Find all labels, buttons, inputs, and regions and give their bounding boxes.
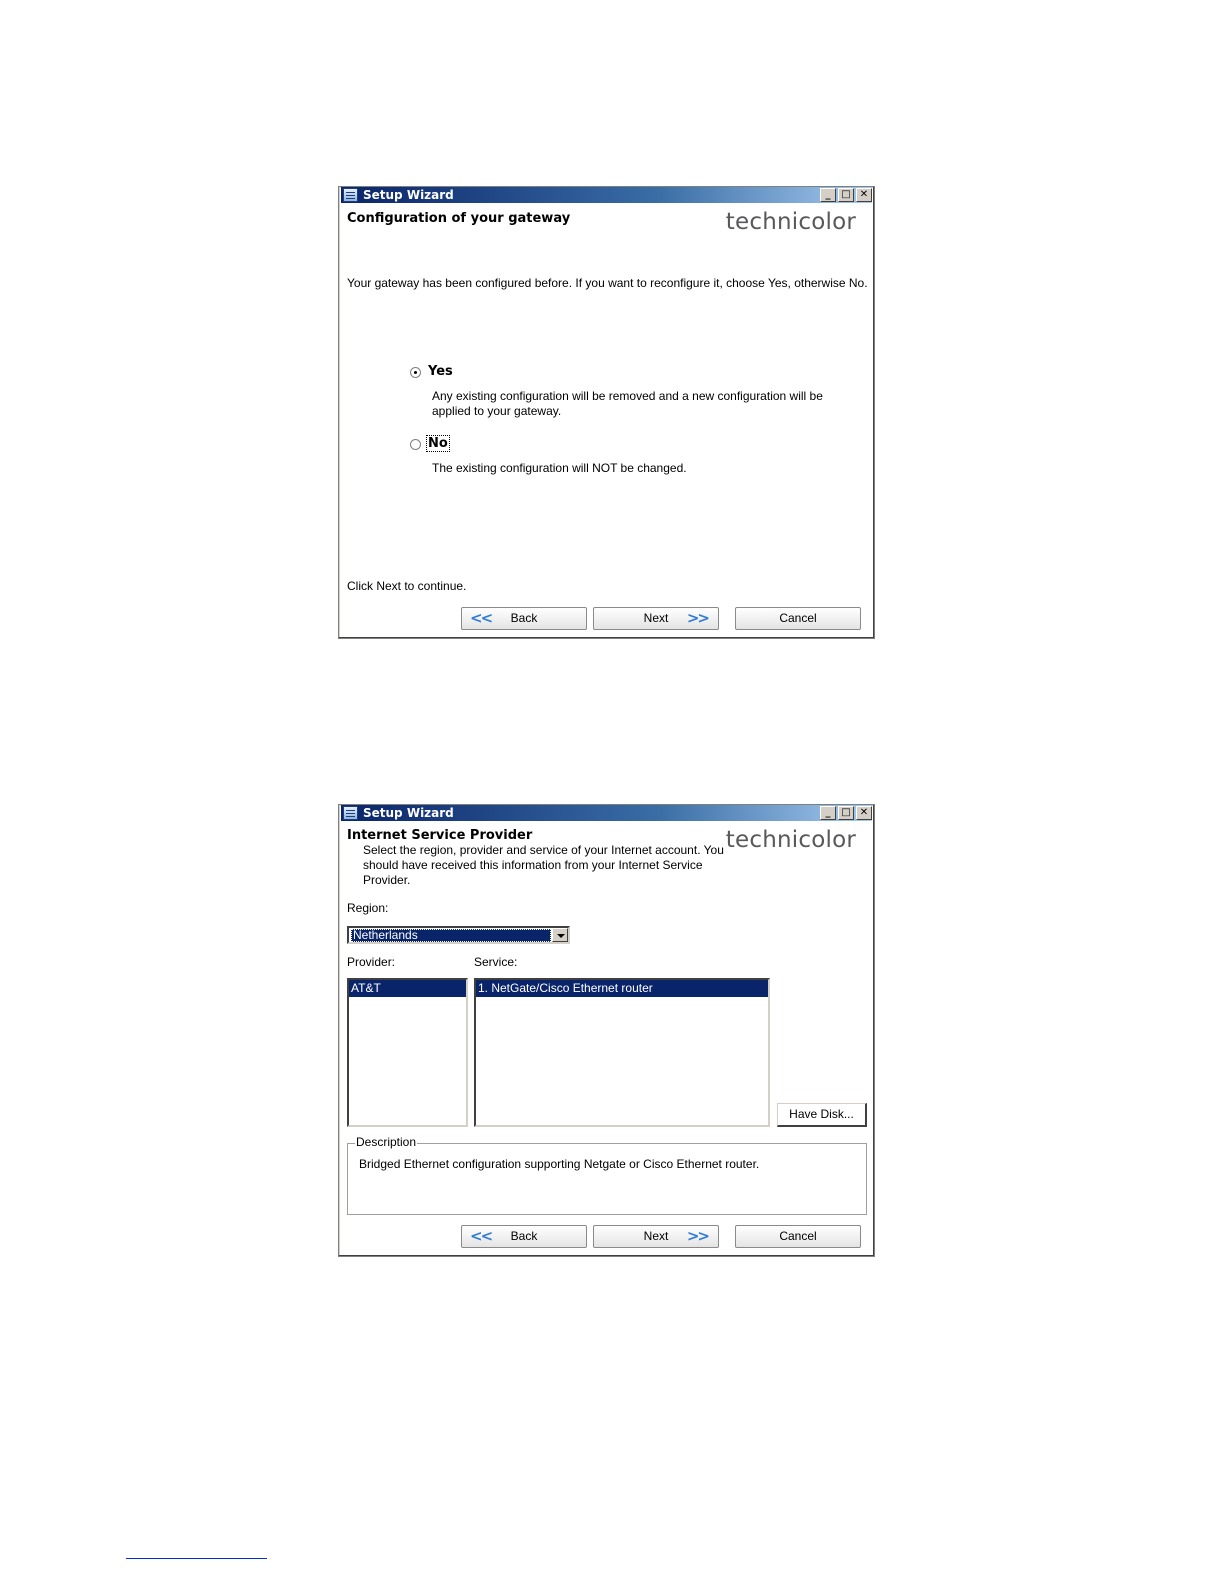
region-dropdown[interactable] [347,926,570,944]
no-label[interactable]: No [428,436,448,451]
yes-label[interactable]: Yes [428,364,453,379]
close-button[interactable]: ✕ [856,188,872,202]
no-description: The existing configuration will NOT be changed. [432,461,687,475]
intro-line-3: Provider. [363,873,411,887]
app-icon [343,806,358,820]
next-arrows-icon: >> [686,609,708,627]
service-list[interactable] [474,978,770,1127]
provider-label: Provider: [347,955,396,969]
next-button[interactable] [593,607,719,630]
intro-text: Your gateway has been configured before. If you want to reconfigure it, choose Yes, otherwise No. [347,276,868,290]
minimize-button[interactable]: _ [820,188,836,202]
no-label-wrapper[interactable] [426,436,450,451]
minimize-button[interactable]: _ [820,806,836,820]
back-button[interactable] [461,1225,587,1248]
service-label: Service: [474,955,518,969]
technicolor-logo: technicolor [725,209,856,235]
setup-wizard-window-isp [338,804,875,1257]
have-disk-button[interactable]: Have Disk... [777,1103,867,1127]
next-button-label: Next [643,1229,669,1243]
back-arrows-icon: << [470,1227,492,1245]
description-group [347,1135,867,1215]
window-title: Setup Wizard [363,806,454,820]
cancel-button[interactable]: Cancel [735,607,861,630]
title-bar[interactable] [341,805,872,821]
maximize-button[interactable]: □ [838,188,854,202]
chevron-down-icon[interactable] [552,928,568,942]
next-button-label: Next [643,611,669,625]
close-button[interactable]: ✕ [856,806,872,820]
next-button[interactable] [593,1225,719,1248]
region-label: Region: [347,901,389,915]
provider-list[interactable] [347,978,468,1127]
back-arrows-icon: << [470,609,492,627]
yes-description-line2: applied to your gateway. [432,404,562,418]
list-item[interactable]: 1. NetGate/Cisco Ethernet router [476,980,768,997]
description-legend: Description [356,1135,417,1149]
page-heading: Configuration of your gateway [347,211,571,226]
title-bar[interactable] [341,187,872,203]
technicolor-logo: technicolor [725,827,856,853]
maximize-button[interactable]: □ [838,806,854,820]
description-text: Bridged Ethernet configuration supporting Netgate or Cisco Ethernet router. [359,1157,760,1171]
yes-description-line1: Any existing configuration will be removed and a new configuration will be [432,389,823,403]
intro-line-2: should have received this information from your Internet Service [363,858,703,872]
back-button-label: Back [510,1229,538,1243]
intro-line-1: Select the region, provider and service of your Internet account. You [363,843,724,857]
back-button[interactable] [461,607,587,630]
app-icon [343,188,358,202]
back-button-label: Back [510,611,538,625]
no-radio[interactable] [410,439,421,450]
cancel-button[interactable]: Cancel [735,1225,861,1248]
footnote-divider [126,1558,267,1559]
list-item[interactable]: AT&T [349,980,466,997]
yes-radio[interactable] [410,367,421,378]
footer-text: Click Next to continue. [347,579,467,593]
region-selected-value: Netherlands [351,929,551,942]
page-heading: Internet Service Provider [347,828,533,843]
next-arrows-icon: >> [686,1227,708,1245]
window-title: Setup Wizard [363,188,454,202]
setup-wizard-window-gateway-config [338,186,875,639]
